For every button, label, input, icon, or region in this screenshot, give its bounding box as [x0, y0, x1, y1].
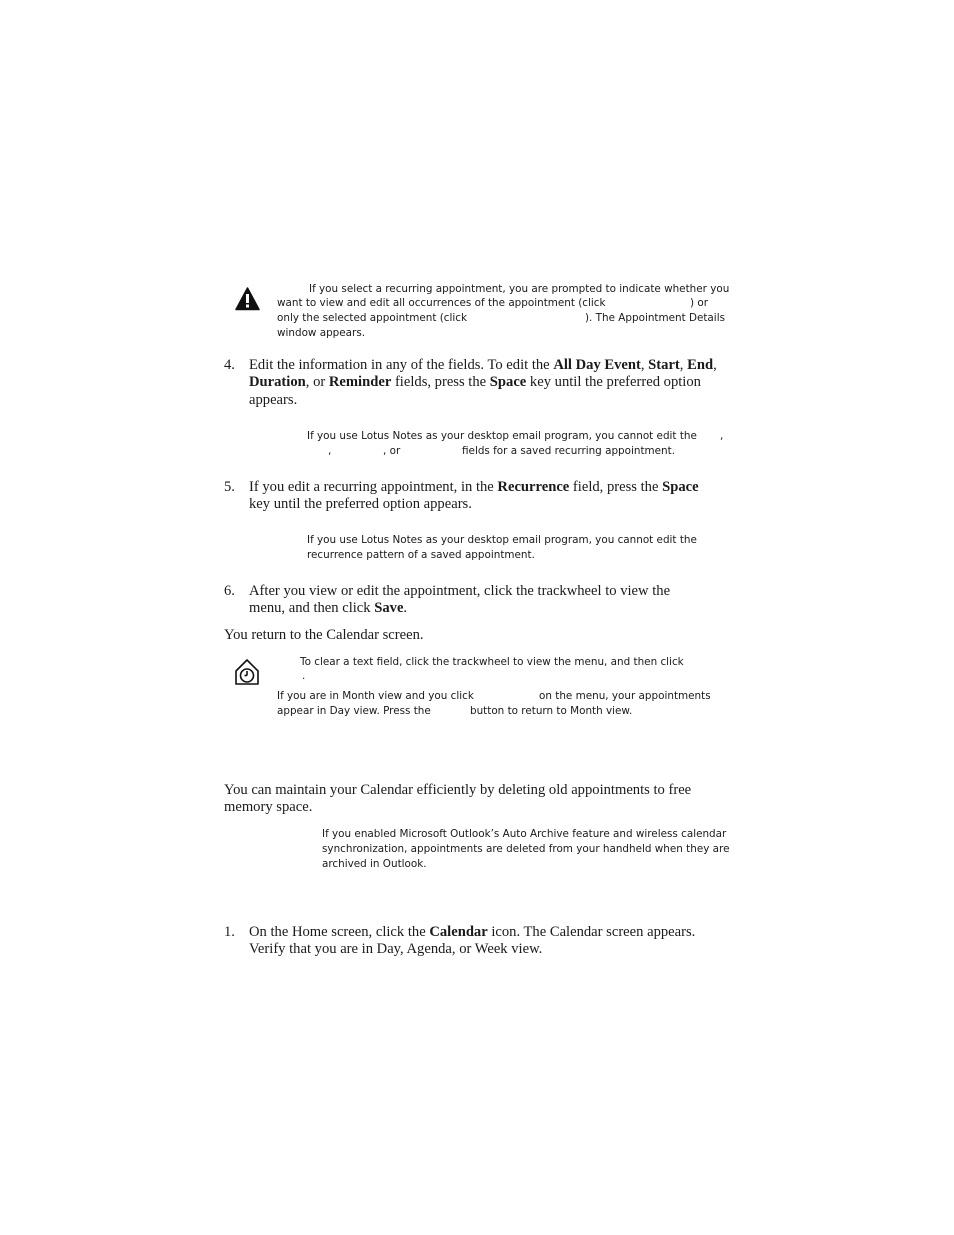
return-text: You return to the Calendar screen. — [224, 627, 424, 643]
tip-clock-icon — [235, 659, 259, 685]
warning-icon — [235, 287, 260, 311]
